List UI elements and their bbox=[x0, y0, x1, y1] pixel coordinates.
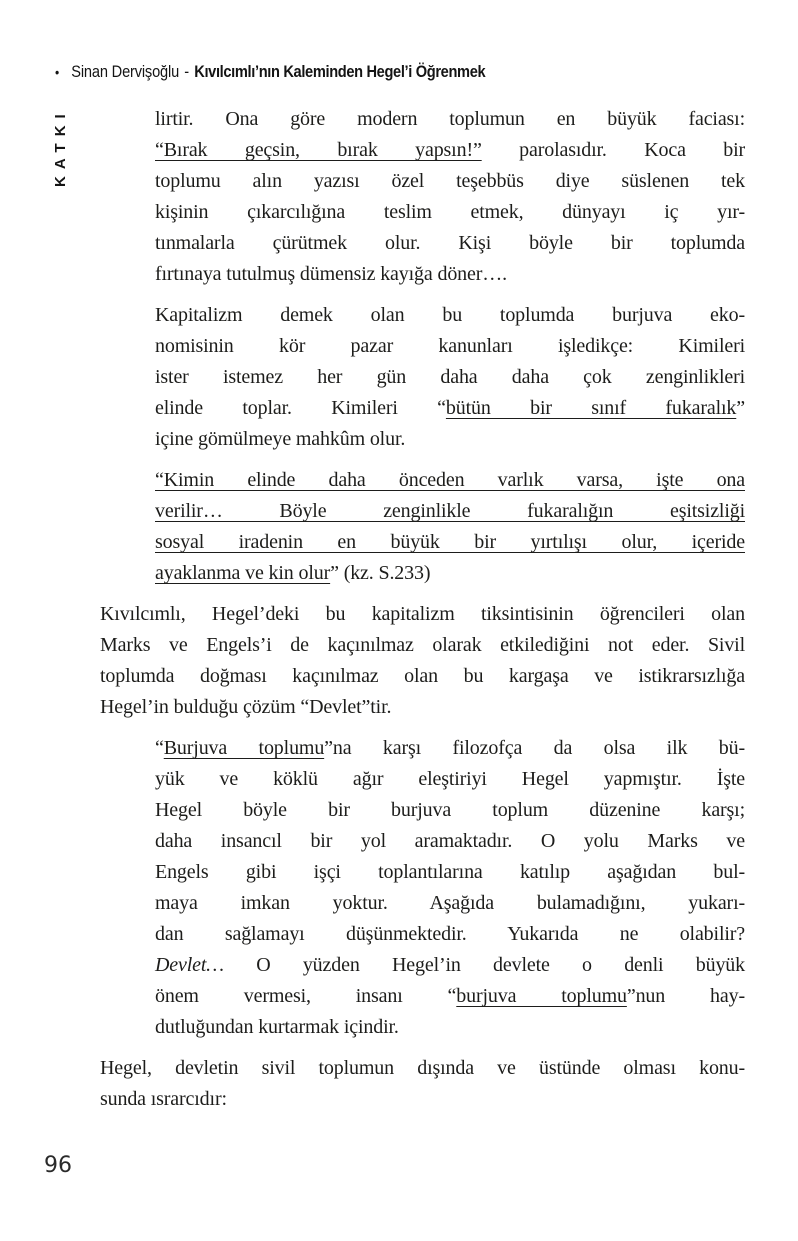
text-run: ” bbox=[736, 397, 745, 419]
italic-text-run: Devlet… bbox=[155, 954, 224, 976]
text-line bbox=[155, 228, 745, 259]
text-run: Hegel’in bulduğu çözüm “Devlet”tir. bbox=[100, 696, 392, 718]
underlined-text-run: bütün bir sınıf fukaralık bbox=[445, 397, 737, 419]
text-line bbox=[155, 259, 745, 290]
text-line bbox=[155, 465, 745, 496]
text-run: yük ve köklü ağır eleştiriyi Hegel yapmıştır. İşte bbox=[155, 768, 745, 790]
bullet-icon: • bbox=[55, 64, 60, 80]
header-book-title: Kıvılcımlı’nın Kaleminden Hegel’i Öğrenmek bbox=[194, 62, 486, 81]
paragraph bbox=[155, 733, 745, 1043]
vertical-series-label: KATKI bbox=[52, 107, 69, 187]
text-line bbox=[100, 599, 745, 630]
text-run: ister istemez her gün daha daha çok zenginlikleri bbox=[155, 366, 745, 388]
text-run: kişinin çıkarcılığına teslim etmek, dünyayı iç yır- bbox=[155, 201, 745, 223]
paragraph bbox=[155, 465, 745, 589]
text-line bbox=[155, 496, 745, 527]
text-run: Hegel böyle bir burjuva toplum düzenine karşı; bbox=[155, 799, 745, 821]
underlined-text-run: ayaklanma ve kin olur bbox=[155, 562, 331, 584]
underlined-text-run: Burjuva toplumu bbox=[163, 737, 325, 759]
text-run: toplumda doğması kaçınılmaz olan bu kargaşa ve istikrarsızlığa bbox=[100, 665, 745, 687]
text-run: lirtir. Ona göre modern toplumun en büyük faciası: bbox=[155, 108, 745, 130]
running-header bbox=[55, 62, 485, 82]
text-run: Kıvılcımlı, Hegel’deki bu kapitalizm tiksintisinin öğrencileri olan bbox=[100, 603, 745, 625]
text-line bbox=[155, 950, 745, 981]
text-run: Hegel, devletin sivil toplumun dışında ve üstünde olması konu- bbox=[100, 1057, 745, 1079]
text-run: sunda ısrarcıdır: bbox=[100, 1088, 227, 1110]
underlined-text-run: “Bırak geçsin, bırak yapsın!” bbox=[155, 139, 482, 161]
text-run: içine gömülmeye mahkûm olur. bbox=[155, 428, 406, 450]
header-author: Sinan Dervişoğlu bbox=[71, 62, 180, 81]
text-line bbox=[155, 104, 745, 135]
text-line bbox=[155, 197, 745, 228]
text-run: O yüzden Hegel’in devlete o denli büyük bbox=[223, 954, 745, 976]
text-run: ”nun hay- bbox=[626, 985, 745, 1007]
text-line bbox=[155, 1012, 745, 1043]
text-line bbox=[100, 692, 745, 723]
text-run: ”na karşı filozofça da olsa ilk bü- bbox=[324, 737, 745, 759]
paragraph bbox=[155, 104, 745, 290]
text-run: maya imkan yoktur. Aşağıda bulamadığını, yukarı- bbox=[155, 892, 745, 914]
text-line bbox=[100, 661, 745, 692]
underlined-text-run: verilir… Böyle zenginlikle fukaralığın eşitsizliği bbox=[155, 500, 745, 522]
text-run: fırtınaya tutulmuş dümensiz kayığa döner…. bbox=[155, 263, 507, 285]
text-line bbox=[100, 1053, 745, 1084]
text-run: Engels gibi işçi toplantılarına katılıp aşağıdan bul- bbox=[155, 861, 745, 883]
text-line bbox=[155, 764, 745, 795]
text-line bbox=[155, 424, 745, 455]
paragraph bbox=[155, 300, 745, 455]
text-line bbox=[155, 919, 745, 950]
text-line bbox=[155, 857, 745, 888]
text-run: nomisinin kör pazar kanunları işledikçe: Kimileri bbox=[155, 335, 745, 357]
text-line bbox=[155, 527, 745, 558]
header-separator: - bbox=[184, 62, 190, 81]
paragraph bbox=[100, 1053, 745, 1115]
page-number: 96 bbox=[44, 1153, 72, 1178]
text-line bbox=[100, 1084, 745, 1115]
text-line bbox=[155, 733, 745, 764]
text-run: Marks ve Engels’i de kaçınılmaz olarak etkilediğini not eder. Sivil bbox=[100, 634, 745, 656]
underlined-text-run: “Kimin elinde daha önceden varlık varsa, işte ona bbox=[155, 469, 745, 491]
text-line bbox=[155, 558, 745, 589]
underlined-text-run: burjuva toplumu bbox=[456, 985, 627, 1007]
text-line bbox=[155, 135, 745, 166]
text-line bbox=[155, 393, 745, 424]
text-run: “ bbox=[155, 737, 164, 759]
text-run: dan sağlamayı düşünmektedir. Yukarıda ne olabilir? bbox=[155, 923, 745, 945]
page-body bbox=[100, 104, 745, 1125]
text-line bbox=[155, 795, 745, 826]
text-run: önem vermesi, insanı “ bbox=[155, 985, 457, 1007]
text-run: toplumu alın yazısı özel teşebbüs diye süslenen tek bbox=[155, 170, 745, 192]
text-run: ” (kz. S.233) bbox=[330, 562, 431, 584]
text-line bbox=[155, 166, 745, 197]
text-run: parolasıdır. Koca bir bbox=[481, 139, 745, 161]
text-run: daha insancıl bir yol aramaktadır. O yolu Marks ve bbox=[155, 830, 745, 852]
text-run: tınmalarla çürütmek olur. Kişi böyle bir toplumda bbox=[155, 232, 745, 254]
text-run: Kapitalizm demek olan bu toplumda burjuva eko- bbox=[155, 304, 745, 326]
underlined-text-run: sosyal iradenin en büyük bir yırtılışı olur, içeride bbox=[155, 531, 745, 553]
text-line bbox=[155, 362, 745, 393]
text-line bbox=[155, 981, 745, 1012]
text-line bbox=[100, 630, 745, 661]
text-line bbox=[155, 888, 745, 919]
text-line bbox=[155, 331, 745, 362]
paragraph bbox=[100, 599, 745, 723]
text-line bbox=[155, 826, 745, 857]
text-run: elinde toplar. Kimileri “ bbox=[155, 397, 446, 419]
text-run: dutluğundan kurtarmak içindir. bbox=[155, 1016, 399, 1038]
text-line bbox=[155, 300, 745, 331]
